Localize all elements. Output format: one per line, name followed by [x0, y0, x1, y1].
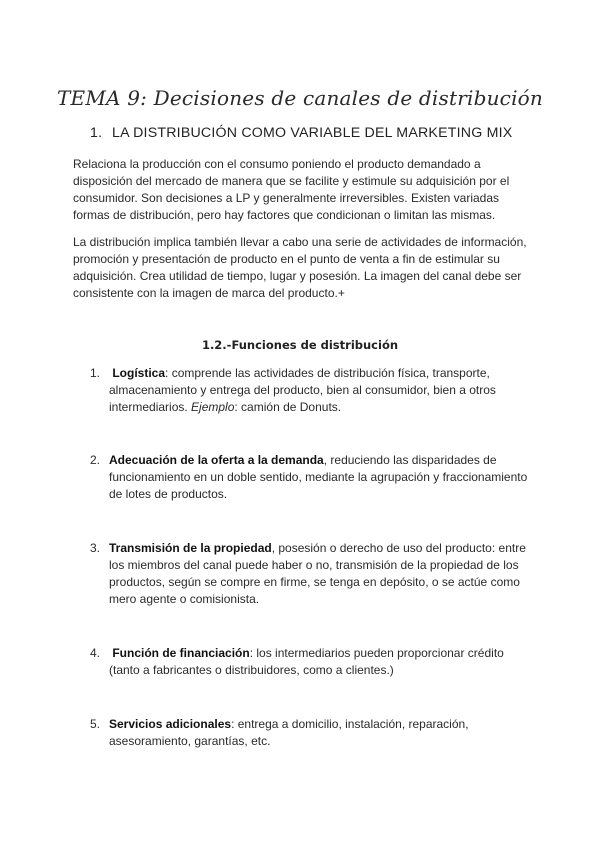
- list-number: 2.: [90, 453, 101, 467]
- list-term: Logística: [112, 366, 166, 380]
- list-number: 1.: [90, 366, 101, 380]
- list-item-financiacion: [90, 645, 530, 679]
- section-heading-text: LA DISTRIBUCIÓN COMO VARIABLE DEL MARKETING MIX: [112, 125, 513, 141]
- example-text: : camión de Donuts.: [234, 400, 342, 414]
- list-item-transmision: [90, 540, 530, 608]
- list-term: Función de financiación: [112, 646, 250, 660]
- list-item-logistica: [90, 365, 530, 416]
- list-text: : comprende las actividades de distribución física, transporte, almacenamiento y entrega del producto, bien al consumidor, bien a otros intermediarios.: [109, 366, 496, 414]
- list-number: 4.: [90, 646, 101, 660]
- section-heading: [90, 125, 512, 141]
- list-text: , reduciendo las disparidades de funcionamiento en un doble sentido, mediante la agrupación y fraccionamiento de lotes de productos.: [109, 453, 528, 501]
- paragraph-2: La distribución implica también llevar a cabo una serie de actividades de información, promoción y presentación de producto en el punto de venta a fin de estimular su adquisición. Crea utilidad de tiempo, lugar y posesión. La imagen del canal debe ser consistente con la imagen de marca del producto.+: [73, 235, 527, 300]
- subsection-heading: 1.2.-Funciones de distribución: [201, 338, 399, 352]
- list-number: 3.: [90, 541, 101, 555]
- list-text: : los intermediarios pueden proporcionar crédito (tanto a fabricantes o distribuidores, como a clientes.): [109, 646, 504, 677]
- list-text: , posesión o derecho de uso del producto: entre los miembros del canal puede haber o no, transmisión de la propiedad de los productos, según se compre en firme, se tenga en depósito, o se actúe como mero agente o comisionista.: [109, 541, 526, 606]
- list-term: Adecuación de la oferta a la demanda: [109, 453, 324, 467]
- list-number: 5.: [90, 717, 101, 731]
- section-number: 1.: [90, 125, 103, 141]
- list-text: : entrega a domicilio, instalación, reparación, asesoramiento, garantías, etc.: [109, 717, 469, 748]
- page-title: TEMA 9: Decisiones de canales de distribución: [57, 86, 543, 110]
- list-item-servicios: [90, 716, 530, 750]
- list-term: Transmisión de la propiedad: [109, 541, 272, 555]
- paragraph-1: Relaciona la producción con el consumo poniendo el producto demandado a disposición del mercado de manera que se facilite y estimule su adquisición por el consumidor. Son decisiones a LP y generalmente irreversibles. Existen variadas formas de distribución, pero hay factores que condicionan o limitan las mismas.: [73, 157, 510, 222]
- list-term: Servicios adicionales: [109, 717, 232, 731]
- list-item-adecuacion: [90, 452, 530, 503]
- example-label: Ejemplo: [191, 400, 235, 414]
